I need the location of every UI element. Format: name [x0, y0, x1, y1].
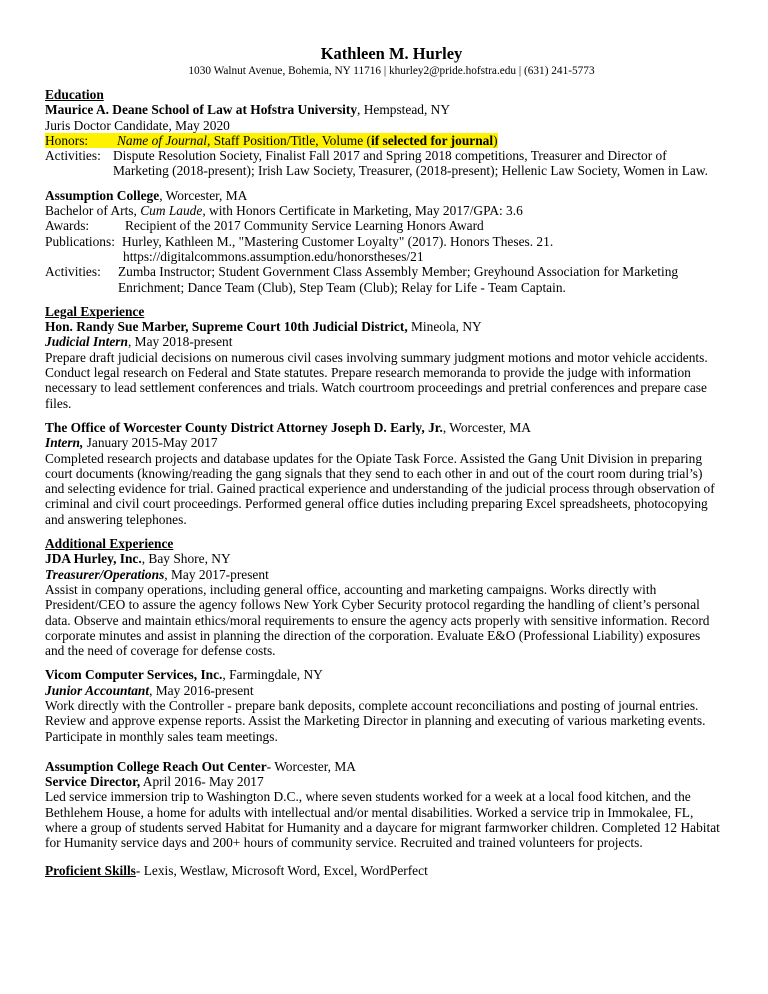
- assumption-awards: [45, 218, 738, 233]
- add-job3-location: - Worcester, MA: [266, 758, 356, 774]
- add-job2-dates: , May 2016-present: [149, 682, 254, 698]
- add-job2-role-line: [45, 683, 738, 698]
- legal-heading: Legal Experience: [45, 303, 145, 319]
- legal-job2-employer: The Office of Worcester County District Attorney Joseph D. Early, Jr.: [45, 419, 443, 435]
- legal-job1-desc-1: Prepare draft judicial decisions on numerous civil cases involving summary judgment motions and motor vehicle accidents.: [45, 349, 708, 365]
- hofstra-activities-line-1: Dispute Resolution Society, Finalist Fall 2017 and Spring 2018 competitions, Treasurer and Director of: [113, 148, 667, 164]
- publications-label: Publications:: [45, 233, 115, 249]
- legal-job1-location: Mineola, NY: [407, 319, 482, 335]
- assumption-school: Assumption College: [45, 187, 160, 203]
- add-job1-role-line: [45, 567, 738, 582]
- assumption-degree: [45, 203, 738, 218]
- add-job1-desc-2: President/CEO to assure the agency follows New York Cyber Security protocol regarding the handling of client’s personal: [45, 597, 700, 613]
- add-job1-desc-3: data. Observe and maintain ethics/moral requirements to ensure the agency acts properly with sensitive information. Record: [45, 612, 710, 628]
- awards-text: Recipient of the 2017 Community Service Learning Honors Award: [125, 218, 484, 234]
- add-job3-employer-line: [45, 759, 738, 774]
- activities-label: Activities:: [45, 264, 101, 280]
- legal-job1-desc-4: files.: [45, 395, 72, 411]
- legal-job1-role: Judicial Intern: [45, 334, 128, 350]
- honors-label: Honors:: [45, 132, 89, 148]
- assumption-publications: [45, 234, 738, 265]
- add-job3-desc-1: Led service immersion trip to Washington D.C., where seven students worked for a week at a local food kitchen, and the: [45, 789, 691, 805]
- add-job2-desc-2: Review and approve expense reports. Assist the Marketing Director in planning and executing of various marketing events.: [45, 713, 706, 729]
- add-job1-role: Treasurer/Operations: [45, 566, 165, 582]
- legal-job1-role-line: [45, 334, 738, 349]
- add-job3-desc-2: Bethlehem House, a home for adults with intellectual and/or mental disabilities. Worked a service trip in Immokalee, FL,: [45, 804, 694, 820]
- legal-job2-desc-5: and answering telephones.: [45, 511, 187, 527]
- degree-details: , with Honors Certificate in Marketing, May 2017/GPA: 3.6: [202, 203, 523, 219]
- publications-text: [122, 234, 738, 265]
- add-job2-employer-line: [45, 667, 738, 682]
- awards-label: Awards:: [45, 218, 90, 234]
- legal-job2-role: Intern,: [45, 435, 84, 451]
- legal-job1-desc-3: necessary to lead settlement conferences and trials. Watch courtroom proceedings and pretrial conferences and prepare case: [45, 380, 707, 396]
- add-job1-employer: JDA Hurley, Inc.: [45, 551, 142, 567]
- candidate-name: Kathleen M. Hurley: [320, 44, 463, 63]
- legal-job2-employer-line: [45, 420, 738, 435]
- legal-job2-desc-1: Completed research projects and database updates for the Opiate Task Force. Assisted the Gang Unit Division in preparing: [45, 450, 703, 466]
- honors-end: ): [493, 132, 498, 148]
- activities-label: Activities:: [45, 148, 101, 164]
- legal-job2-dates: January 2015-May 2017: [83, 435, 218, 451]
- add-job3-desc-4: for Humanity service days and 200+ hours of community service. Recruited and trained volunteers for projects.: [45, 835, 643, 851]
- degree-text: Bachelor of Arts,: [45, 203, 141, 219]
- contact-info: 1030 Walnut Avenue, Bohemia, NY 11716 | khurley2@pride.hofstra.edu | (631) 241-5773: [188, 65, 595, 77]
- add-job2-desc-3: Participate in monthly sales team meetings.: [45, 728, 278, 744]
- add-job1-location: , Bay Shore, NY: [141, 551, 231, 567]
- legal-job2-desc-4: criminal and civil court proceedings. Performed general office duties including preparing Excel spreadsheets, photocopying: [45, 496, 708, 512]
- add-job2-employer: Vicom Computer Services, Inc.: [45, 667, 223, 683]
- hofstra-activities-text: [113, 148, 738, 179]
- add-job3-employer: Assumption College Reach Out Center: [45, 758, 267, 774]
- add-job3-desc-3: where a group of students served Habitat for Humanity and a daycare for migrant farmworker children. Completed 12 Habitat: [45, 820, 720, 836]
- hofstra-activities: [45, 148, 738, 179]
- honors-condition: if selected for journal: [370, 132, 494, 148]
- honors-position: , Staff Position/Title, Volume (: [207, 132, 371, 148]
- assumption-school-line: [45, 188, 738, 203]
- hofstra-school-line: [45, 102, 738, 117]
- hofstra-school: Maurice A. Deane School of Law at Hofstra University: [45, 102, 358, 118]
- hofstra-activities-line-2: Marketing (2018-present); Irish Law Society, Treasurer, (2018-present); Hellenic Law Society, Women in Law.: [113, 163, 708, 179]
- legal-job1-dates: , May 2018-present: [127, 334, 233, 350]
- assumption-activities: [45, 264, 738, 295]
- hofstra-honors-line: [45, 133, 738, 148]
- legal-job1-desc-2: Conduct legal research on Federal and State statutes. Prepare research memoranda to provide the judge with information: [45, 365, 691, 381]
- add-job3-role-line: [45, 774, 738, 789]
- skills-heading: Proficient Skills: [45, 862, 136, 878]
- honors-journal: Name of Journal: [117, 132, 208, 148]
- legal-job2-desc-2: court documents (knowing/reading the gang signals that they send to each other in and out of the court room during trial’s): [45, 465, 703, 481]
- add-job3-dates: April 2016- May 2017: [140, 774, 264, 790]
- additional-heading: Additional Experience: [45, 536, 174, 552]
- legal-job1-employer: Hon. Randy Sue Marber, Supreme Court 10th Judicial District,: [45, 319, 408, 335]
- add-job2-location: , Farmingdale, NY: [222, 667, 323, 683]
- hofstra-degree: Juris Doctor Candidate, May 2020: [45, 117, 230, 133]
- add-job1-desc-1: Assist in company operations, including general office, accounting and marketing campaigns. Works directly with: [45, 581, 657, 597]
- skills-line: [45, 863, 738, 878]
- skills-text: - Lexis, Westlaw, Microsoft Word, Excel, WordPerfect: [135, 862, 428, 878]
- publication-url: https://digitalcommons.assumption.edu/honorstheses/21: [123, 248, 424, 264]
- legal-job2-desc-3: and selecting evidence for trial. Gained practical experience and understanding of the judicial process through observation of: [45, 481, 715, 497]
- add-job3-role: Service Director,: [45, 774, 141, 790]
- hofstra-location: , Hempstead, NY: [357, 102, 451, 118]
- assumption-activities-text: [118, 264, 738, 295]
- legal-job1-employer-line: [45, 319, 738, 334]
- add-job1-desc-5: and the need of coverage for defense costs.: [45, 643, 276, 659]
- add-job1-dates: , May 2017-present: [164, 566, 269, 582]
- degree-latin-honors: Cum Laude: [140, 203, 203, 219]
- education-heading: Education: [45, 87, 104, 102]
- assumption-location: , Worcester, MA: [159, 187, 248, 203]
- add-job2-desc-1: Work directly with the Controller - prepare bank deposits, complete account reconciliations and posting of journal entries.: [45, 697, 699, 713]
- assumption-activities-line-1: Zumba Instructor; Student Government Class Assembly Member; Greyhound Association for Marketing: [118, 264, 679, 280]
- legal-job2-role-line: [45, 435, 738, 450]
- legal-job2-location: , Worcester, MA: [442, 419, 531, 435]
- add-job1-desc-4: corporate minutes and assist in planning the direction of the corporation. Evaluate E&O (Professional Liability) exposures: [45, 627, 701, 643]
- add-job2-role: Junior Accountant: [45, 682, 150, 698]
- add-job1-employer-line: [45, 551, 738, 566]
- assumption-activities-line-2: Enrichment; Dance Team (Club), Step Team (Club); Relay for Life - Team Captain.: [118, 279, 566, 295]
- publication-citation: Hurley, Kathleen M., "Mastering Customer Loyalty" (2017). Honors Theses. 21.: [122, 233, 554, 249]
